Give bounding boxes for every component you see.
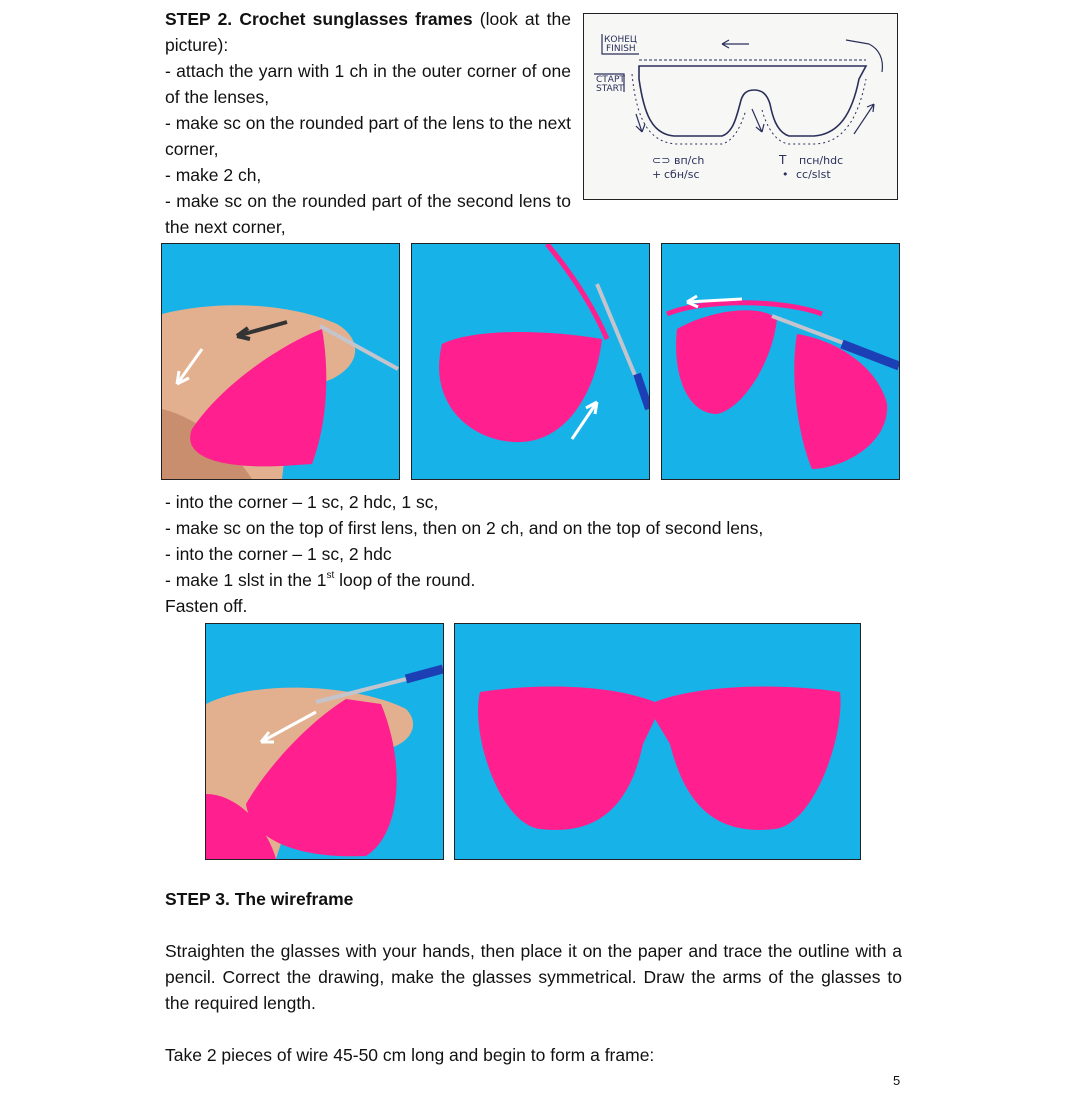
step2-line-2: - make sc on the rounded part of the lens to the next corner, xyxy=(165,113,571,159)
start-ru-label: СТАРТ xyxy=(596,75,625,85)
slst-post: loop of the round. xyxy=(334,570,476,590)
photo-step2-a xyxy=(161,243,400,480)
step2-line-3: - make 2 ch, xyxy=(165,165,262,185)
legend-hdc-symbol: T xyxy=(779,153,787,167)
legend-ch-text: вп/ch xyxy=(674,154,705,167)
photo-step2-d-art xyxy=(206,624,443,859)
slst-pre: - make 1 slst in the 1 xyxy=(165,570,327,590)
arrow-bridge-icon xyxy=(752,109,764,132)
photo-step2-b xyxy=(411,243,650,480)
page-number: 5 xyxy=(893,1073,901,1088)
step2-intro xyxy=(165,6,571,240)
step3-heading-label: STEP 3 xyxy=(165,889,225,909)
finish-ru-label: КОНЕЦ xyxy=(604,35,637,45)
step2-heading-rest: (look at the picture): xyxy=(165,9,571,55)
photo-step2-c-art xyxy=(662,244,899,479)
photo-step2-d xyxy=(205,623,444,860)
photo-step2-b-art xyxy=(412,244,649,479)
middle-line-3: - into the corner – 1 sc, 2 hdc xyxy=(165,544,392,564)
start-en-label: START xyxy=(596,84,624,94)
sc-row xyxy=(632,74,866,144)
legend-sc-text: сбн/sc xyxy=(664,168,700,181)
legend-ch-symbol: ⊂⊃ xyxy=(652,154,671,167)
step2-line-1: - attach the yarn with 1 ch in the outer corner of one of the lenses, xyxy=(165,61,571,107)
legend-sc-symbol: + xyxy=(652,168,662,181)
glasses-outline xyxy=(639,66,866,136)
fasten-off: Fasten off. xyxy=(165,596,248,616)
step3-paragraph-2: Take 2 pieces of wire 45-50 cm long and begin to form a frame: xyxy=(165,1045,655,1065)
legend-slst-symbol: • xyxy=(782,168,789,181)
step2-line-4: - make sc on the rounded part of the second lens to the next corner, xyxy=(165,191,571,237)
photo-step2-c xyxy=(661,243,900,480)
arrow-left-icon xyxy=(722,40,749,48)
photo-finished-frames-art xyxy=(455,624,860,859)
middle-line-4 xyxy=(165,567,905,593)
crochet-chart-svg xyxy=(584,14,897,199)
step3-heading-title: . The wireframe xyxy=(225,889,354,909)
middle-line-2: - make sc on the top of first lens, then on 2 ch, and on the top of second lens, xyxy=(165,518,764,538)
legend-hdc-text: псн/hdc xyxy=(799,154,844,167)
legend-slst-text: сс/slst xyxy=(796,168,831,181)
step2-heading xyxy=(165,6,571,58)
step3-heading xyxy=(165,886,353,912)
slst-sup: st xyxy=(326,570,335,582)
step2-heading-label: STEP 2. Crochet sunglasses frames xyxy=(165,9,473,29)
photo-finished-frames xyxy=(454,623,861,860)
step3-paragraph-1: Straighten the glasses with your hands, then place it on the paper and trace the outline with a pencil. Correct the drawing, make the glasses symmetrical. Draw the arms of the glasses to the required length. xyxy=(165,941,902,1013)
step2-continued xyxy=(165,489,905,619)
photo-step2-a-art xyxy=(162,244,399,479)
finish-en-label: FINISH xyxy=(606,44,636,54)
middle-line-1: - into the corner – 1 sc, 2 hdc, 1 sc, xyxy=(165,492,439,512)
arrow-curve-icon xyxy=(846,40,882,72)
crochet-chart-diagram xyxy=(583,13,898,200)
arrow-up-icon xyxy=(854,104,874,134)
